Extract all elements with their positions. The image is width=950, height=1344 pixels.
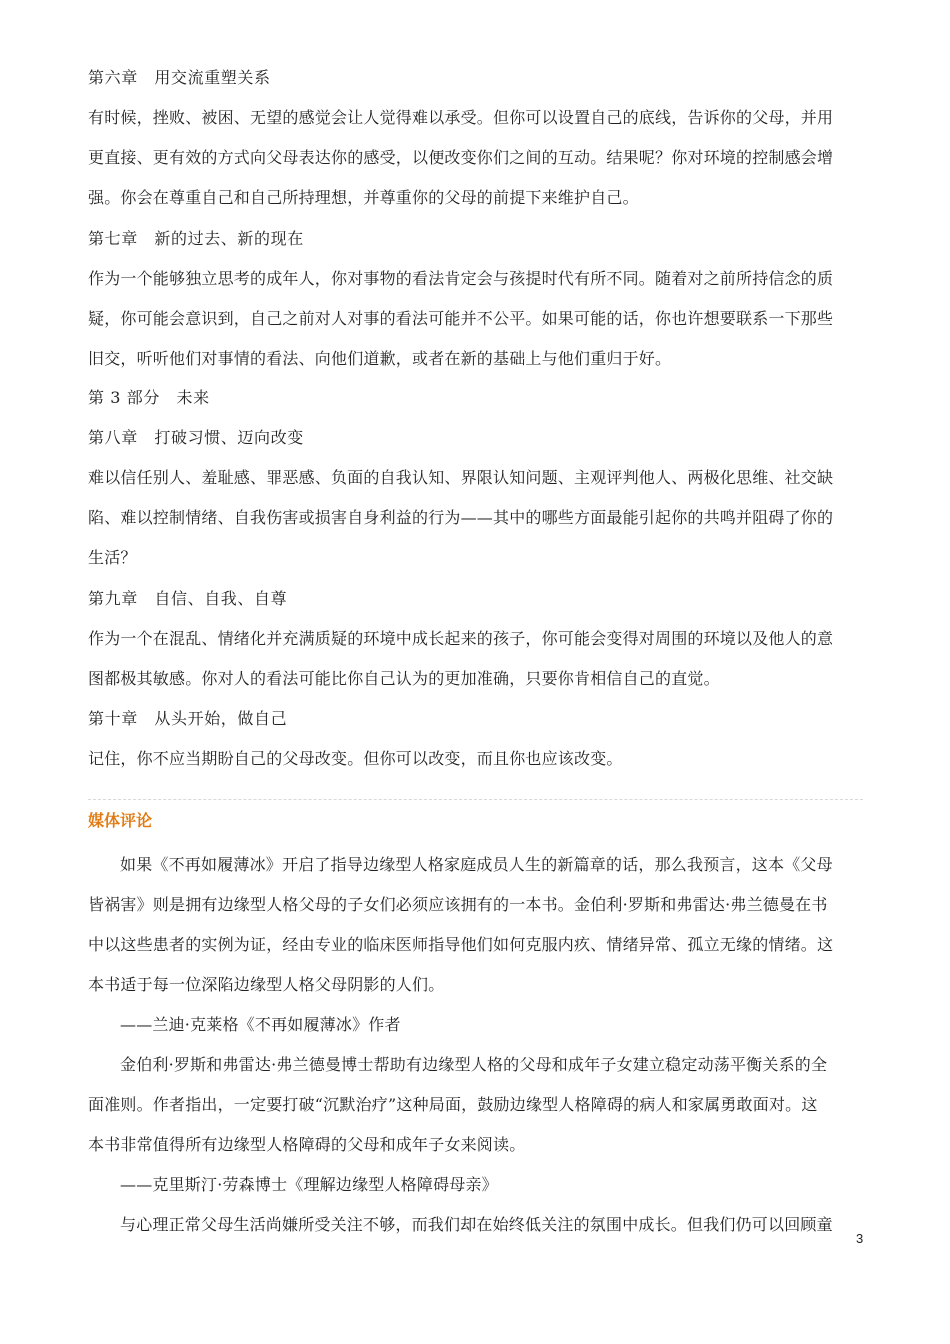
paragraph-line: 难以信任别人、羞耻感、罪恶感、负面的自我认知、界限认知问题、主观评判他人、两极化思维、社交缺: [88, 468, 834, 487]
part-heading: 第 3 部分 未来: [88, 388, 210, 407]
paragraph-line: 图都极其敏感。你对人的看法可能比你自己认为的更加准确，只要你肯相信自己的直觉。: [88, 669, 720, 688]
paragraph-line: 陷、难以控制情绪、自我伤害或损害自身利益的行为——其中的哪些方面最能引起你的共鸣并阻碍了你的: [88, 508, 834, 527]
review-attribution: ——兰迪·克莱格《不再如履薄冰》作者: [120, 1015, 401, 1034]
paragraph-line: 记住，你不应当期盼自己的父母改变。但你可以改变，而且你也应该改变。: [88, 749, 623, 768]
review-line: 中以这些患者的实例为证，经由专业的临床医师指导他们如何克服内疚、情绪异常、孤立无缘的情绪。这: [88, 935, 834, 954]
paragraph-line: 作为一个能够独立思考的成年人，你对事物的看法肯定会与孩提时代有所不同。随着对之前所持信念的质: [88, 269, 834, 288]
chapter-seven: [88, 229, 860, 249]
review-line: 本书适于每一位深陷边缘型人格父母阴影的人们。: [88, 975, 445, 994]
review-line: 面准则。作者指出，一定要打破“沉默治疗”这种局面，鼓励边缘型人格障碍的病人和家属勇敢面对。这: [88, 1095, 818, 1114]
chapter-seven-body: [88, 269, 860, 369]
chapter-heading: 第十章 从头开始，做自己: [88, 709, 288, 728]
chapter-heading: 第六章 用交流重塑关系: [88, 68, 271, 87]
chapter-heading: 第八章 打破习惯、迈向改变: [88, 428, 304, 447]
page-number: 3: [856, 1231, 864, 1246]
chapter-heading: 第七章 新的过去、新的现在: [88, 229, 304, 248]
review-line: 本书非常值得所有边缘型人格障碍的父母和成年子女来阅读。: [88, 1135, 526, 1154]
chapter-eight-body: [88, 468, 860, 568]
media-review-title: 媒体评论: [88, 811, 153, 830]
paragraph-line: 旧交，听听他们对事情的看法、向他们道歉，或者在新的基础上与他们重归于好。: [88, 349, 672, 368]
section-divider: [88, 799, 863, 800]
chapter-ten: [88, 709, 860, 729]
review-line: 皆祸害》则是拥有边缘型人格父母的子女们必须应该拥有的一本书。金伯利·罗斯和弗雷达·弗兰德曼在书: [88, 895, 828, 914]
chapter-ten-body: [88, 749, 860, 769]
part-three: [88, 388, 860, 408]
review-line: 金伯利·罗斯和弗雷达·弗兰德曼博士帮助有边缘型人格的父母和成年子女建立稳定动荡平衡关系的全: [120, 1055, 828, 1074]
chapter-nine: [88, 589, 860, 609]
chapter-eight: [88, 428, 860, 448]
review-line: 如果《不再如履薄冰》开启了指导边缘型人格家庭成员人生的新篇章的话，那么我预言，这本《父母: [120, 855, 833, 874]
chapter-six-body: [88, 108, 860, 208]
chapter-six: [88, 68, 860, 88]
review-line: 与心理正常父母生活尚嫌所受关注不够，而我们却在始终低关注的氛围中成长。但我们仍可以回顾童: [120, 1215, 833, 1234]
chapter-nine-body: [88, 629, 860, 689]
paragraph-line: 生活？: [88, 548, 137, 567]
paragraph-line: 疑，你可能会意识到，自己之前对人对事的看法可能并不公平。如果可能的话，你也许想要联系一下那些: [88, 309, 834, 328]
paragraph-line: 作为一个在混乱、情绪化并充满质疑的环境中成长起来的孩子，你可能会变得对周围的环境以及他人的意: [88, 629, 834, 648]
paragraph-line: 更直接、更有效的方式向父母表达你的感受，以便改变你们之间的互动。结果呢？你对环境的控制感会增: [88, 148, 834, 167]
chapter-heading: 第九章 自信、自我、自尊: [88, 589, 288, 608]
paragraph-line: 强。你会在尊重自己和自己所持理想，并尊重你的父母的前提下来维护自己。: [88, 188, 639, 207]
review-attribution: ——克里斯汀·劳森博士《理解边缘型人格障碍母亲》: [120, 1175, 498, 1194]
paragraph-line: 有时候，挫败、被困、无望的感觉会让人觉得难以承受。但你可以设置自己的底线，告诉你的父母，并用: [88, 108, 834, 127]
media-review-body: [88, 855, 860, 1235]
